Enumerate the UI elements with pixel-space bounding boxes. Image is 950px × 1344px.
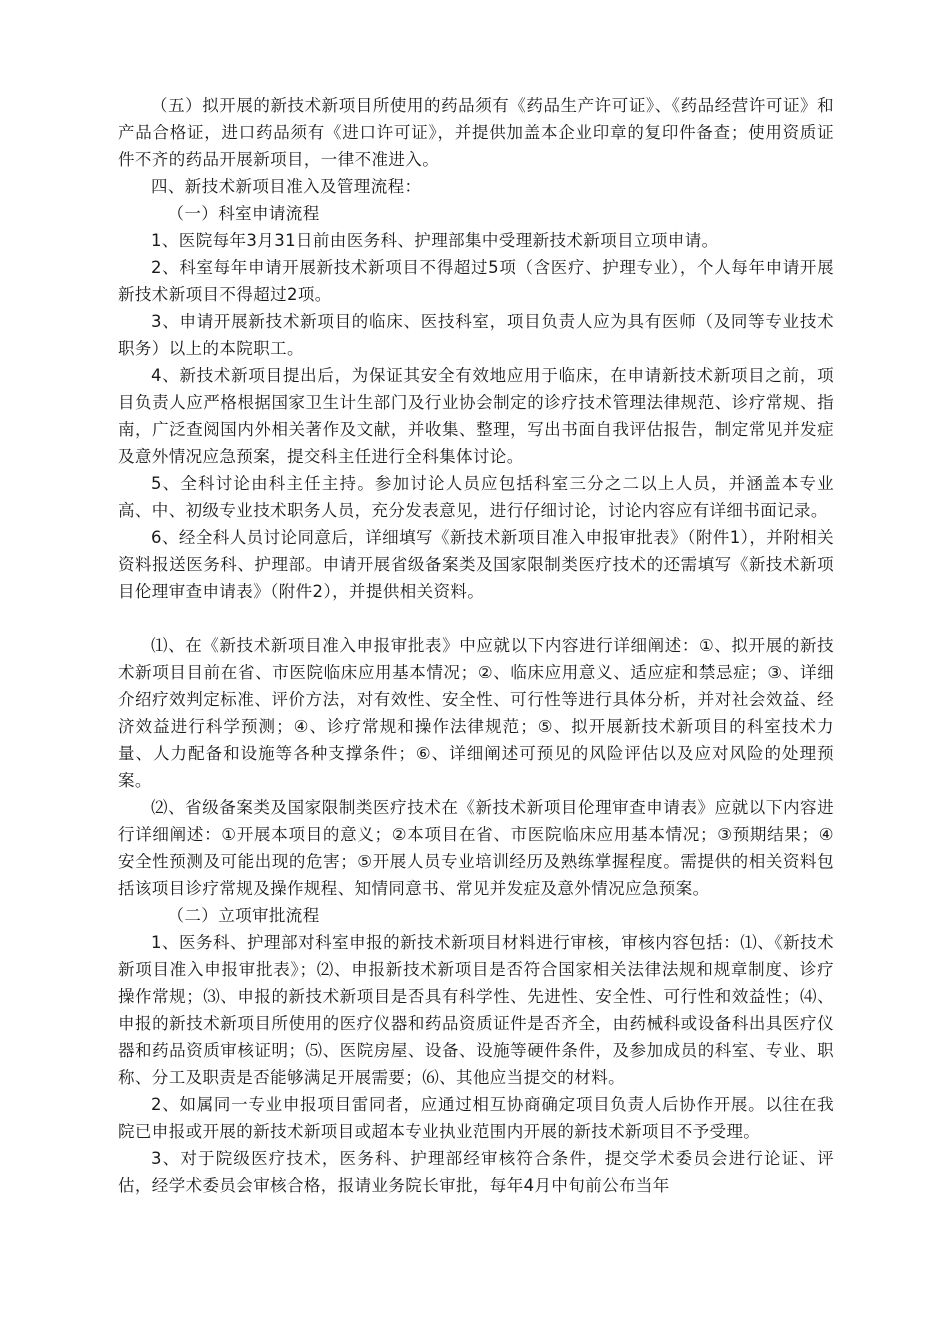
paragraph-approval-2: 2、如属同一专业申报项目雷同者，应通过相互协商确定项目负责人后协作开展。以往在我院已申报或开展的新技术新项目或超本专业执业范围内开展的新技术新项目不予受理。 <box>118 1095 834 1141</box>
paragraph-sub-2: ⑵、省级备案类及国家限制类医疗技术在《新技术新项目伦理审查申请表》应就以下内容进行详细阐述：①开展本项目的意义；②本项目在省、市医院临床应用基本情况；③预期结果；④安全性预测及可能出现的危害；⑤开展人员专业培训经历及熟练掌握程度。需提供的相关资料包括该项目诊疗常规及操作规程、知情同意书、常见并发症及意外情况应急预案。 <box>118 798 834 898</box>
paragraph-item-4: 4、新技术新项目提出后，为保证其安全有效地应用于临床，在申请新技术新项目之前，项目负责人应严格根据国家卫生计生部门及行业协会制定的诊疗技术管理法律规范、诊疗常规、指南，广泛查阅国内外相关著作及文献，并收集、整理，写出书面自我评估报告，制定常见并发症及意外情况应急预案，提交科主任进行全科集体讨论。 <box>118 366 834 466</box>
paragraph-approval-3: 3、对于院级医疗技术，医务科、护理部经审核符合条件，提交学术委员会进行论证、评估，经学术委员会审核合格，报请业务院长审批，每年4月中旬前公布当年 <box>118 1149 834 1195</box>
paragraph-item-3: 3、申请开展新技术新项目的临床、医技科室，项目负责人应为具有医师（及同等专业技术职务）以上的本院职工。 <box>118 312 834 358</box>
section-heading-four: 四、新技术新项目准入及管理流程： <box>151 177 422 196</box>
paragraph-item-5: 5、全科讨论由科主任主持。参加讨论人员应包括科室三分之二以上人员，并涵盖本专业高、中、初级专业技术职务人员，充分发表意见，进行仔细讨论，讨论内容应有详细书面记录。 <box>118 474 834 520</box>
paragraph-item-6: 6、经全科人员讨论同意后，详细填写《新技术新项目准入申报审批表》（附件1），并附相关资料报送医务科、护理部。申请开展省级备案类及国家限制类医疗技术的还需填写《新技术新项目伦理审查申请表》（附件2），并提供相关资料。 <box>118 528 834 601</box>
paragraph-item-1: 1、医院每年3月31日前由医务科、护理部集中受理新技术新项目立项申请。 <box>151 231 719 250</box>
document-page <box>118 92 834 1199</box>
paragraph-approval-1: 1、医务科、护理部对科室申报的新技术新项目材料进行审核，审核内容包括：⑴、《新技术新项目准入申报审批表》；⑵、申报新技术新项目是否符合国家相关法律法规和规章制度、诊疗操作常规；⑶、申报的新技术新项目是否具有科学性、先进性、安全性、可行性和效益性；⑷、申报的新技术新项目所使用的医疗仪器和药品资质证件是否齐全，由药械科或设备科出具医疗仪器和药品资质审核证明；⑸、医院房屋、设备、设施等硬件条件，及参加成员的科室、专业、职称、分工及职责是否能够满足开展需要；⑹、其他应当提交的材料。 <box>118 933 834 1087</box>
paragraph-drug-license: （五）拟开展的新技术新项目所使用的药品须有《药品生产许可证》、《药品经营许可证》和产品合格证，进口药品须有《进口许可证》，并提供加盖本企业印章的复印件备查；使用资质证件不齐的药品开展新项目，一律不准进入。 <box>118 96 834 169</box>
paragraph-sub-1: ⑴、在《新技术新项目准入申报审批表》中应就以下内容进行详细阐述：①、拟开展的新技术新项目目前在省、市医院临床应用基本情况；②、临床应用意义、适应症和禁忌症；③、详细介绍疗效判定标准、评价方法，对有效性、安全性、可行性等进行具体分析，并对社会效益、经济效益进行科学预测；④、诊疗常规和操作法律规范；⑤、拟开展新技术新项目的科室技术力量、人力配备和设施等各种支撑条件；⑥、详细阐述可预见的风险评估以及应对风险的处理预案。 <box>118 636 834 790</box>
subsection-heading-dept-application: （一）科室申请流程 <box>167 204 320 223</box>
paragraph-item-2: 2、科室每年申请开展新技术新项目不得超过5项（含医疗、护理专业），个人每年申请开展新技术新项目不得超过2项。 <box>118 258 834 304</box>
blank-line <box>118 605 834 632</box>
subsection-heading-approval: （二）立项审批流程 <box>167 906 320 925</box>
